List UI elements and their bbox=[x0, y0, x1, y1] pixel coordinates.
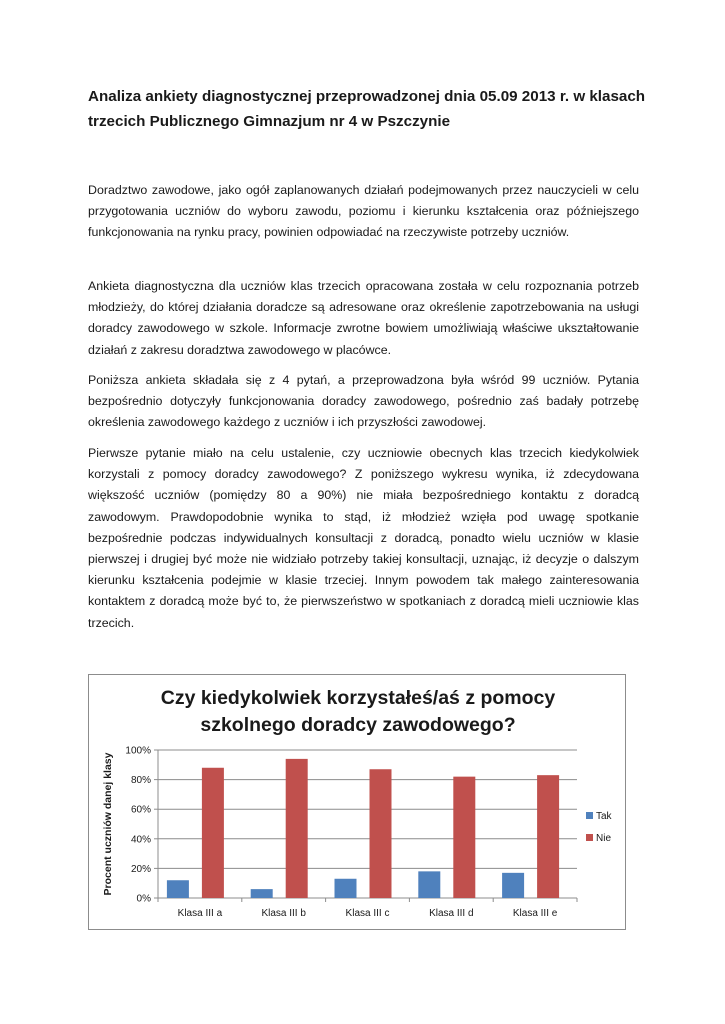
legend-label: Nie bbox=[596, 833, 612, 844]
chart-frame bbox=[88, 674, 626, 930]
x-tick-label: Klasa III c bbox=[345, 908, 390, 919]
x-tick-label: Klasa III b bbox=[261, 908, 306, 919]
bar-tak bbox=[167, 880, 189, 898]
bar-tak bbox=[335, 879, 357, 898]
x-tick-label: Klasa III d bbox=[429, 908, 474, 919]
y-tick-label: 20% bbox=[130, 863, 151, 875]
y-tick-label: 60% bbox=[130, 804, 151, 816]
x-tick-label: Klasa III a bbox=[177, 908, 223, 919]
y-axis-label: Procent uczniów danej klasy bbox=[102, 752, 114, 896]
bar-nie bbox=[537, 775, 559, 898]
legend-label: Tak bbox=[596, 811, 612, 822]
bar-nie bbox=[202, 768, 224, 898]
legend-swatch-tak bbox=[586, 812, 593, 819]
bar-chart bbox=[89, 675, 625, 929]
bar-tak bbox=[418, 871, 440, 898]
bar-nie bbox=[370, 769, 392, 898]
y-tick-label: 80% bbox=[130, 775, 151, 787]
legend-swatch-nie bbox=[586, 834, 593, 841]
y-tick-label: 0% bbox=[136, 893, 151, 905]
bar-nie bbox=[453, 777, 475, 898]
bar-tak bbox=[502, 873, 524, 898]
bar-nie bbox=[286, 759, 308, 898]
paragraph-survey-purpose: Ankieta diagnostyczna dla uczniów klas trzecich opracowana została w celu rozpoznania potrzeb młodzieży, do której działania doradcze są adresowane oraz określenie zapotrzebowania na usługi doradcy zawodowego w szkole. Informacje zwrotne bowiem umożliwiają właściwe ukształtowanie działań z zakresu doradztwa zawodowego w placówce. bbox=[88, 279, 639, 357]
y-tick-label: 100% bbox=[125, 745, 151, 757]
paragraph-intro: Doradztwo zawodowe, jako ogół zaplanowanych działań podejmowanych przez nauczycieli w celu przygotowania uczniów do wyboru zawodu, poziomu i kierunku kształcenia oraz późniejszego funkcjonowania na rynku pracy, powinien odpowiadać na rzeczywiste potrzeby uczniów. bbox=[88, 183, 639, 240]
paragraph-survey-scope: Poniższa ankieta składała się z 4 pytań, a przeprowadzona była wśród 99 uczniów. Pytania bezpośrednio dotyczyły funkcjonowania doradcy zawodowego, pośrednio zaś badały potrzebę określenia zawodowego każdego z uczniów i ich przyszłości zawodowej. bbox=[88, 373, 639, 430]
x-tick-label: Klasa III e bbox=[512, 908, 558, 919]
y-tick-label: 40% bbox=[130, 834, 151, 846]
chart-title-line: szkolnego doradcy zawodowego? bbox=[200, 714, 516, 736]
paragraph-question-one: Pierwsze pytanie miało na celu ustalenie, czy uczniowie obecnych klas trzecich kiedykolwiek korzystali z pomocy doradcy zawodowego? Z poniższego wykresu wynika, iż zdecydowana większość uczniów (pomiędzy 80 a 90%) nie miała bezpośredniego kontaktu z doradcą zawodowym. Prawdopodobnie wynika to stąd, iż młodzież wzięła pod uwagę spotkanie bezpośrednie podczas indywidualnych konsultacji z doradcą, ponadto wielu uczniów w klasie pierwszej i drugiej być może nie widziało potrzeby takiej konsultacji, uznając, iż decyzje o dalszym kierunku kształcenia podejmie w klasie trzeciej. Innym powodem tak małego zainteresowania kontaktem z doradcą może być to, że pierwszeństwo w spotkaniach z doradcą mieli uczniowie klas trzecich. bbox=[88, 446, 639, 630]
chart-title-line: Czy kiedykolwiek korzystałeś/aś z pomocy bbox=[160, 687, 556, 709]
document-title: Analiza ankiety diagnostycznej przeprowadzonej dnia 05.09 2013 r. w klasach trzecich Publicznego Gimnazjum nr 4 w Pszczynie bbox=[88, 88, 646, 130]
bar-tak bbox=[251, 889, 273, 898]
